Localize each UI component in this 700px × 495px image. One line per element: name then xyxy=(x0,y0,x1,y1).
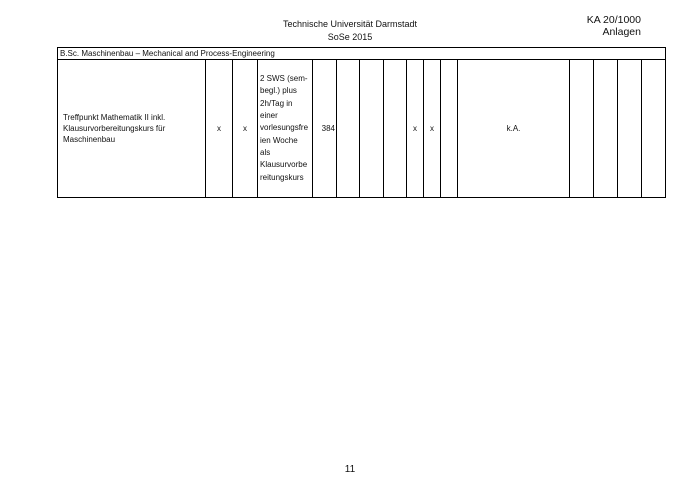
sws-line: 2h/Tag in xyxy=(260,98,293,108)
mark-cell-2: x xyxy=(233,60,258,198)
empty-cell xyxy=(642,60,666,198)
document-id: KA 20/1000 xyxy=(586,14,641,26)
document-header xyxy=(250,18,450,44)
section-header-row xyxy=(58,48,666,60)
empty-cell xyxy=(360,60,384,198)
empty-cell xyxy=(337,60,360,198)
page-number: 11 xyxy=(344,464,356,475)
appendix-label: Anlagen xyxy=(602,26,641,38)
funding-cell: k.A. xyxy=(458,60,570,198)
table-row xyxy=(58,60,666,198)
document-reference xyxy=(587,14,641,38)
empty-cell xyxy=(384,60,407,198)
sws-description-cell xyxy=(258,60,313,198)
course-table xyxy=(57,47,666,198)
sws-line: begl.) plus xyxy=(260,86,297,96)
university-name: Technische Universität Darmstadt xyxy=(282,19,418,29)
mark-cell-1: x xyxy=(206,60,233,198)
mark-cell-3: x xyxy=(407,60,424,198)
empty-cell xyxy=(594,60,618,198)
participants-cell: 384 xyxy=(313,60,337,198)
empty-cell xyxy=(618,60,642,198)
sws-line: vorlesungsfre xyxy=(260,123,309,133)
semester-label: SoSe 2015 xyxy=(327,32,373,42)
mark-cell-4: x xyxy=(424,60,441,198)
sws-line: als xyxy=(260,147,271,157)
sws-line: 2 SWS (sem- xyxy=(260,74,308,84)
empty-cell xyxy=(570,60,594,198)
sws-line: Klausurvorbe xyxy=(260,160,308,170)
sws-line: ien Woche xyxy=(260,135,298,145)
course-name-cell: Treffpunkt Mathematik II inkl. Klausurvorbereitungskurs für Maschinenbau xyxy=(58,60,206,198)
sws-line: einer xyxy=(260,111,278,121)
sws-line: reitungskurs xyxy=(260,172,304,182)
empty-cell xyxy=(441,60,458,198)
section-title: B.Sc. Maschinenbau – Mechanical and Process-Engineering xyxy=(58,48,666,60)
